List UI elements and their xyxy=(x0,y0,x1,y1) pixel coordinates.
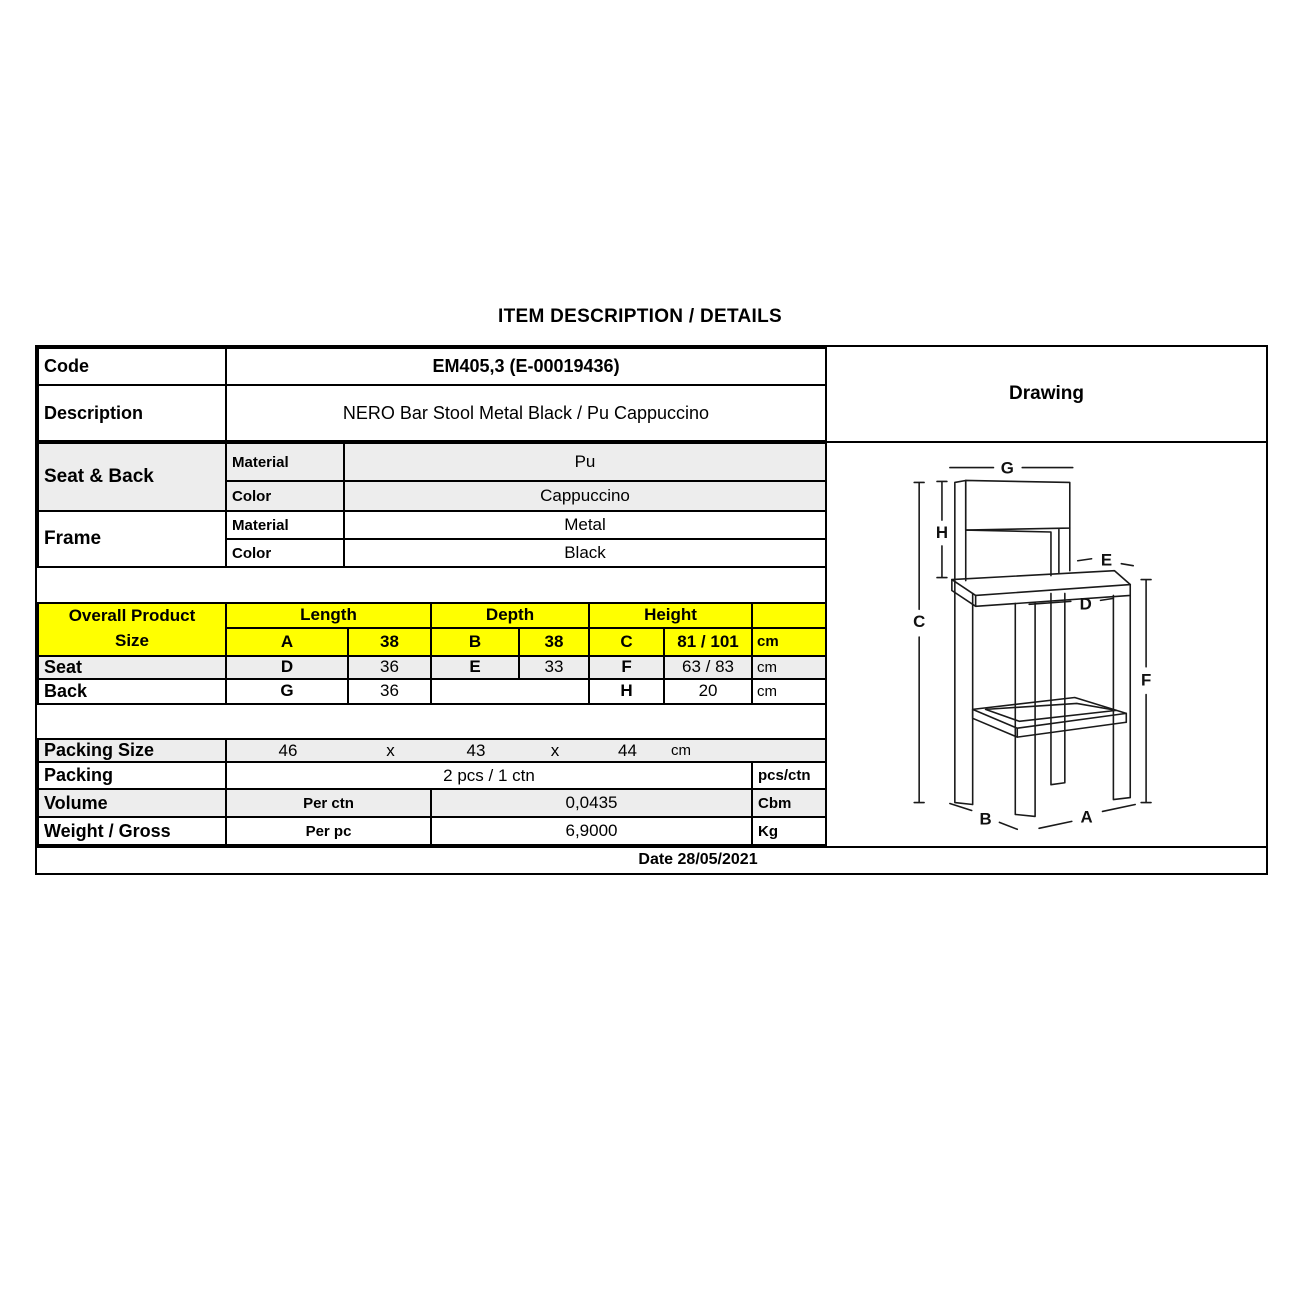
volume-basis: Per ctn xyxy=(226,789,431,817)
seatback-color-value: Cappuccino xyxy=(344,481,826,511)
overall-product-size-label: Overall Product Size xyxy=(38,603,226,656)
volume-row xyxy=(38,789,826,817)
packing-row xyxy=(38,762,826,789)
length-header: Length xyxy=(226,603,431,628)
dim-val-c: 81 / 101 xyxy=(664,628,752,656)
dim-key-f: F xyxy=(589,656,664,679)
packing-size-values xyxy=(226,739,826,762)
depth-header: Depth xyxy=(431,603,589,628)
packing-unit: pcs/ctn xyxy=(752,762,826,789)
dim-label-e: E xyxy=(1100,550,1113,570)
overall-unit: cm xyxy=(752,628,826,656)
dim-label-b: B xyxy=(979,809,992,829)
packing-label: Packing xyxy=(38,762,226,789)
seatback-material-value: Pu xyxy=(344,443,826,481)
dim-key-b: B xyxy=(431,628,519,656)
spacer-band xyxy=(37,568,825,602)
dim-label-f: F xyxy=(1140,670,1152,690)
description-row xyxy=(38,385,826,441)
spacer-band xyxy=(37,705,825,739)
volume-value: 0,0435 xyxy=(431,789,752,817)
packing-table xyxy=(37,738,827,846)
size-table xyxy=(37,602,827,705)
frame-material-row xyxy=(38,511,826,539)
seatback-material-row xyxy=(38,443,826,481)
packing-size-x2: x xyxy=(550,740,560,760)
code-row xyxy=(38,348,826,385)
dim-val-b: 38 xyxy=(519,628,589,656)
date-row xyxy=(37,846,1266,873)
volume-unit: Cbm xyxy=(752,789,826,817)
frame-color-label: Color xyxy=(226,539,344,567)
description-label: Description xyxy=(38,385,226,441)
packing-size-v3: 44 xyxy=(618,740,637,760)
seatback-color-label: Color xyxy=(226,481,344,511)
size-header-row xyxy=(38,603,826,628)
weight-basis: Per pc xyxy=(226,817,431,845)
materials-table xyxy=(37,442,827,568)
code-description-table xyxy=(37,347,827,442)
dim-label-h: H xyxy=(935,522,949,542)
packing-size-x1: x xyxy=(386,740,395,760)
weight-unit: Kg xyxy=(752,817,826,845)
weight-label: Weight / Gross xyxy=(38,817,226,845)
dim-val-a: 38 xyxy=(348,628,431,656)
dim-val-h: 20 xyxy=(664,679,752,704)
drawing-panel xyxy=(825,347,1266,846)
date-text: Date 28/05/2021 xyxy=(638,851,758,868)
dim-key-h: H xyxy=(589,679,664,704)
seat-unit: cm xyxy=(752,656,826,679)
packing-size-label: Packing Size xyxy=(38,739,226,762)
back-unit: cm xyxy=(752,679,826,704)
code-label: Code xyxy=(38,348,226,385)
packing-size-unit: cm xyxy=(671,742,691,759)
weight-row xyxy=(38,817,826,845)
dim-label-g: G xyxy=(1000,458,1014,478)
seatback-material-label: Material xyxy=(226,443,344,481)
stool-drawing xyxy=(827,443,1266,842)
code-value: EM405,3 (E-00019436) xyxy=(226,348,826,385)
packing-value: 2 pcs / 1 ctn xyxy=(226,762,752,789)
dim-val-d: 36 xyxy=(348,656,431,679)
unit-header-cell xyxy=(752,603,826,628)
back-label: Back xyxy=(38,679,226,704)
dim-val-f: 63 / 83 xyxy=(664,656,752,679)
dim-key-d: D xyxy=(226,656,348,679)
dim-key-a: A xyxy=(226,628,348,656)
seatback-label: Seat & Back xyxy=(38,443,226,511)
back-size-row xyxy=(38,679,826,704)
packing-size-v2: 43 xyxy=(466,740,486,760)
weight-value: 6,9000 xyxy=(431,817,752,845)
frame-material-label: Material xyxy=(226,511,344,539)
dim-val-e: 33 xyxy=(519,656,589,679)
seat-size-row xyxy=(38,656,826,679)
volume-label: Volume xyxy=(38,789,226,817)
frame-material-value: Metal xyxy=(344,511,826,539)
dim-key-c: C xyxy=(589,628,664,656)
frame-label: Frame xyxy=(38,511,226,567)
seat-label: Seat xyxy=(38,656,226,679)
stool-line-drawing xyxy=(827,443,1266,842)
back-depth-empty-cell xyxy=(431,679,589,704)
description-value: NERO Bar Stool Metal Black / Pu Cappuccino xyxy=(226,385,826,441)
sheet-frame xyxy=(35,345,1268,875)
dim-key-e: E xyxy=(431,656,519,679)
dim-val-g: 36 xyxy=(348,679,431,704)
packing-size-v1: 46 xyxy=(278,740,298,760)
page-title: ITEM DESCRIPTION / DETAILS xyxy=(497,306,782,327)
spec-table-stack xyxy=(37,347,825,846)
packing-size-row xyxy=(38,739,826,762)
dim-label-c: C xyxy=(913,612,926,632)
frame-color-value: Black xyxy=(344,539,826,567)
dim-key-g: G xyxy=(226,679,348,704)
height-header: Height xyxy=(589,603,752,628)
dim-label-d: D xyxy=(1079,594,1092,614)
dim-label-a: A xyxy=(1080,807,1093,827)
drawing-header: Drawing xyxy=(827,347,1266,443)
